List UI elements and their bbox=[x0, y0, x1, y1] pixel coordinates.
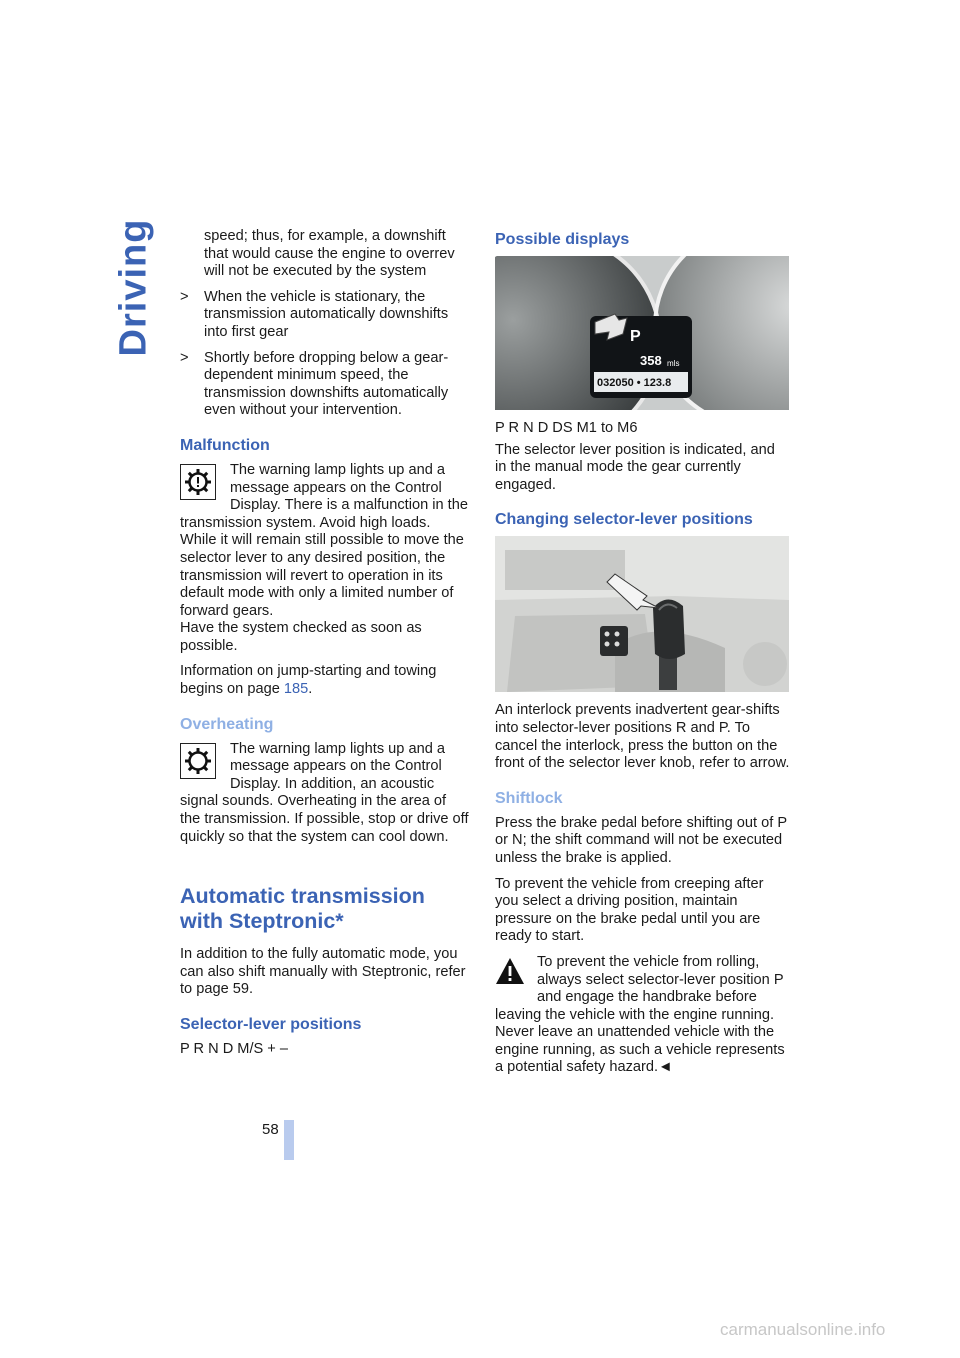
shiftlock-text-2: To prevent the vehicle from creeping after you select a driving position, maintain pressure on the brake pedal until you are ready to start. bbox=[495, 875, 764, 945]
transmission-gear-icon bbox=[180, 743, 216, 779]
overheating-block bbox=[180, 741, 470, 855]
overheating-text: The warning lamp lights up and a message appears on the Control Display. In addition, an acoustic signal sounds. Overheating in the area of the transmission. If possible, stop or drive off quickly so that the system can cool down. bbox=[180, 740, 469, 845]
jump-start-text: Information on jump-starting and towing begins on page bbox=[180, 663, 437, 698]
display-gear: P bbox=[630, 328, 641, 345]
jump-start-end: . bbox=[308, 681, 313, 698]
overheating-heading: Overheating bbox=[180, 715, 274, 733]
steptronic-text: In addition to the fully automatic mode, you can also shift manually with Steptronic, refer to page 59. bbox=[180, 946, 466, 998]
shiftlock-text-1: Press the brake pedal before shifting out of P or N; the shift command will not be executed unless the brake is applied. bbox=[495, 814, 787, 866]
selector-heading: Selector-lever positions bbox=[180, 1016, 362, 1033]
display-odometer: 032050 • 123.8 bbox=[597, 377, 672, 389]
selector-lever-photo bbox=[495, 536, 789, 692]
warning-body: To prevent the vehicle from rolling, always select selector-lever position P and engage the handbrake before leaving the vehicle with the engine running. Never leave an unattended vehicle with the engine running, as such a vehicle represents a potential safety hazard. bbox=[495, 953, 785, 1076]
display-positions-text: P R N D DS M1 to M6 bbox=[495, 420, 638, 436]
selector-positions-text: P R N D M/S + – bbox=[180, 1041, 288, 1057]
section-title-text: Driving bbox=[112, 218, 155, 356]
malfunction-block bbox=[180, 462, 470, 664]
bullet-text: When the vehicle is stationary, the transmission automatically downshifts into first gear bbox=[204, 288, 449, 340]
bullet-mark: > bbox=[180, 349, 189, 366]
watermark: carmanualsonline.info bbox=[720, 1320, 886, 1339]
page-link-185[interactable]: 185 bbox=[283, 681, 309, 698]
display-range: 358 bbox=[640, 353, 662, 368]
page-bar bbox=[284, 1120, 294, 1160]
malfunction-text: The warning lamp lights up and a message appears on the Control Display. There is a malfunction in the transmission system. Avoid high loads. While it will remain still possible to move the selector lever to any desired position, the transmission will revert to operation in its default mode with only a limited number of forward gears. bbox=[180, 461, 468, 619]
transmission-warning-gear-icon bbox=[180, 464, 216, 500]
list-item bbox=[180, 350, 470, 420]
left-column bbox=[180, 228, 470, 1067]
jump-start-reference bbox=[180, 663, 470, 698]
display-unit: mls bbox=[667, 359, 680, 368]
displays-heading: Possible displays bbox=[495, 231, 630, 248]
steptronic-heading bbox=[180, 884, 470, 934]
list-item bbox=[180, 289, 470, 342]
interlock-text: An interlock prevents inadvertent gear-shifts into selector-lever positions R and P. To cancel the interlock, press the button on the front of the selector lever knob, refer to arrow. bbox=[495, 702, 790, 772]
shiftlock-heading: Shiftlock bbox=[495, 789, 563, 807]
malfunction-heading: Malfunction bbox=[180, 436, 270, 454]
bullet-text: Shortly before dropping below a gear-dependent minimum speed, the transmission downshifts automatically even without your intervention. bbox=[204, 349, 449, 419]
steptronic-heading-line1: Automatic transmission bbox=[180, 884, 425, 909]
malfunction-text-2: Have the system checked as soon as possible. bbox=[180, 620, 422, 654]
shiftlock-warning bbox=[495, 954, 790, 1085]
display-description: The selector lever position is indicated, and in the manual mode the gear currently engaged. bbox=[495, 441, 775, 493]
warning-text bbox=[495, 954, 790, 1077]
changing-heading: Changing selector-lever positions bbox=[495, 511, 753, 529]
page-number: 58 bbox=[262, 1121, 279, 1138]
instrument-cluster-photo bbox=[495, 256, 789, 410]
intro-continuation: speed; thus, for example, a downshift that would cause the engine to overrev will not be executed by the system bbox=[204, 228, 455, 280]
bullet-mark: > bbox=[180, 288, 189, 305]
right-column bbox=[495, 228, 790, 1085]
section-title bbox=[112, 218, 156, 356]
end-marker-icon: ◄ bbox=[658, 1059, 673, 1076]
steptronic-heading-line2: with Steptronic* bbox=[180, 909, 344, 934]
warning-triangle-icon bbox=[495, 956, 525, 986]
